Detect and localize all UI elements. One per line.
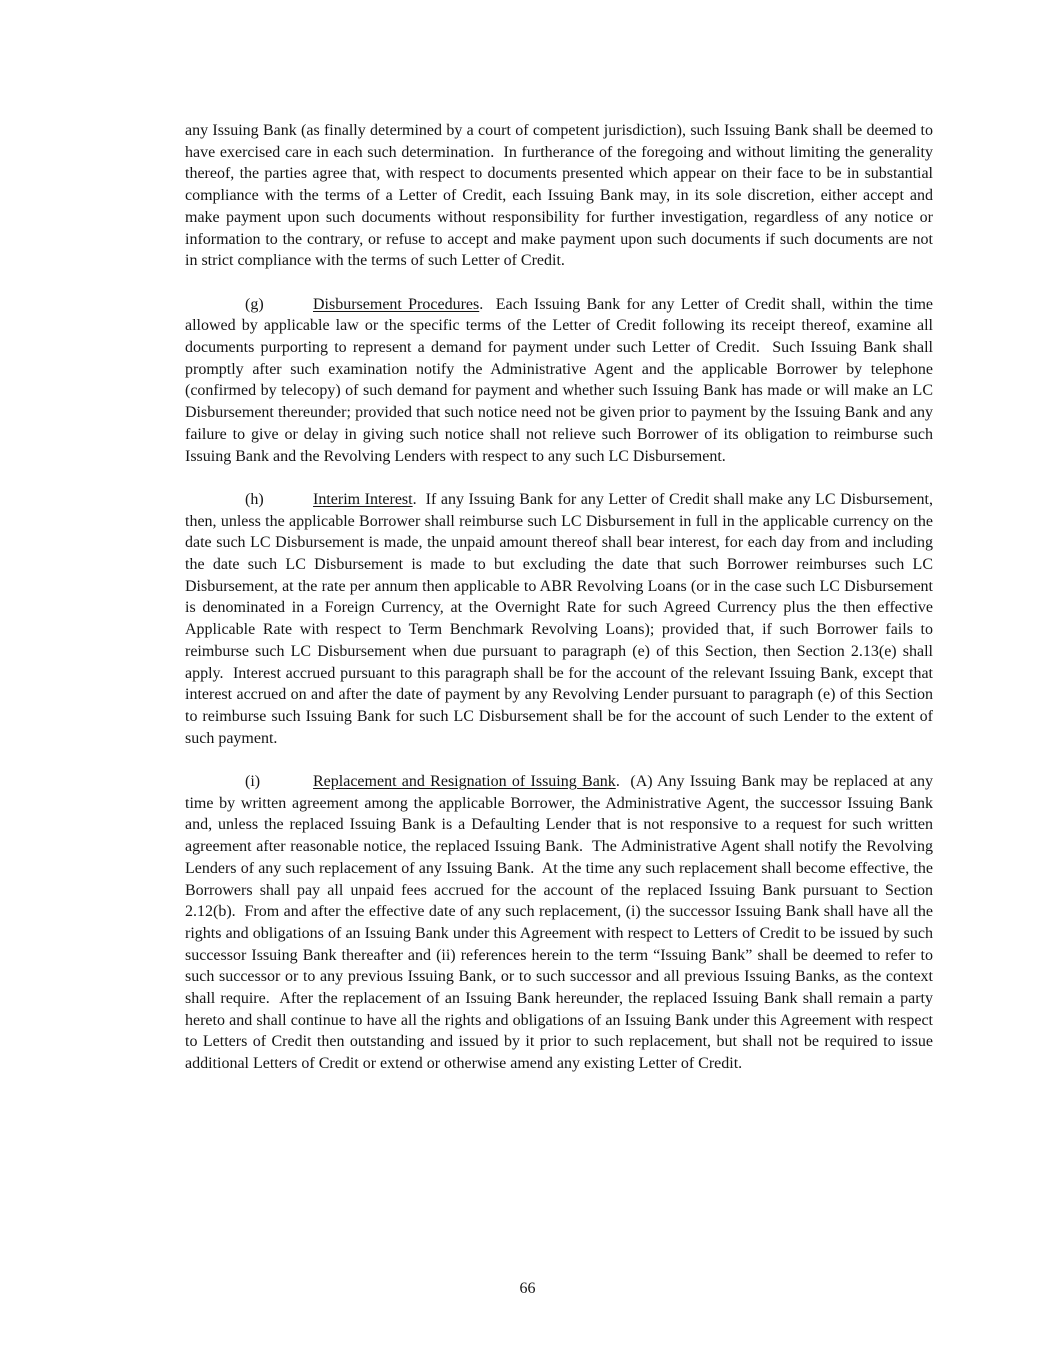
page-number: 66 xyxy=(519,1280,536,1297)
paragraph-g-label: (g) xyxy=(245,295,264,313)
paragraph-g xyxy=(185,294,938,468)
paragraph-g-heading: Disbursement Procedures xyxy=(313,295,480,313)
paragraph-i-text: . (A) Any Issuing Bank may be replaced at any time by written agreement among the applicable Borrower, the Administrative Agent, the successor Issuing Bank and, unless the replaced Issuing Bank is a Defaulting Lender that is not responsive to a request for such written agreement after reasonable notice, the replaced Issuing Bank. The Administrative Agent shall notify the Revolving Lenders of any such replacement of any Issuing Bank. At the time any such replacement shall become effective, the Borrowers shall pay all unpaid fees accrued for the account of the replaced Issuing Bank pursuant to Section 2.12(b). From and after the effective date of any such replacement, (i) the successor Issuing Bank shall have all the rights and obligations of an Issuing Bank under this Agreement with respect to Letters of Credit to be issued by such successor Issuing Bank thereafter and (ii) references herein to the term “Issuing Bank” shall be deemed to refer to such successor or to any previous Issuing Bank, or to such successor and all previous Issuing Banks, as the context shall require. After the replacement of an Issuing Bank hereunder, the replaced Issuing Bank shall remain a party hereto and shall continue to have all the rights and obligations of an Issuing Bank under this Agreement with respect to Letters of Credit then outstanding and issued by it prior to such replacement, but shall not be required to issue additional Letters of Credit or extend or otherwise amend any existing Letter of Credit. xyxy=(185,773,938,1073)
paragraph-h-label: (h) xyxy=(245,490,264,508)
paragraph-i-label: (i) xyxy=(245,773,261,791)
paragraph-continuation xyxy=(185,120,937,272)
paragraph-g-text: . Each Issuing Bank for any Letter of Credit shall, within the time allowed by applicable law or the specific terms of the Letter of Credit following its receipt thereof, examine all documents purporting to represent a demand for payment under such Letter of Credit. Such Issuing Bank shall promptly after such examination notify the Administrative Agent and the applicable Borrower by telephone (confirmed by telecopy) of such demand for payment and whether such Issuing Bank has made or will make an LC Disbursement thereunder; provided that such notice need not be given prior to payment by the Issuing Bank and any failure to give or delay in giving such notice shall not relieve such Borrower of its obligation to reimburse such Issuing Bank and the Revolving Lenders with respect to any such LC Disbursement. xyxy=(185,295,938,465)
document-body xyxy=(185,120,938,1075)
paragraph-h-heading: Interim Interest xyxy=(313,490,413,508)
paragraph-i xyxy=(185,771,938,1075)
paragraph-h xyxy=(185,489,937,749)
paragraph-continuation-text: any Issuing Bank (as finally determined by a court of competent jurisdiction), such Issuing Bank shall be deemed to have exercised care in each such determination. In furtherance of the foregoing and without limiting the generality thereof, the parties agree that, with respect to documents presented which appear on their face to be in substantial compliance with the terms of a Letter of Credit, each Issuing Bank may, in its sole discretion, either accept and make payment upon such documents without responsibility for further investigation, regardless of any notice or information to the contrary, or refuse to accept and make payment upon such documents if such documents are not in strict compliance with the terms of such Letter of Credit. xyxy=(185,122,937,270)
paragraph-i-heading: Replacement and Resignation of Issuing Bank xyxy=(313,773,616,791)
paragraph-h-text: . If any Issuing Bank for any Letter of Credit shall make any LC Disbursement, then, unless the applicable Borrower shall reimburse such LC Disbursement in full in the applicable currency on the date such LC Disbursement is made, the unpaid amount thereof shall bear interest, for each day from and including the date such LC Disbursement is made to but excluding the date that such Borrower reimburses such LC Disbursement, at the rate per annum then applicable to ABR Revolving Loans (or in the case such LC Disbursement is denominated in a Foreign Currency, at the Overnight Rate for such Agreed Currency plus the then effective Applicable Rate with respect to Term Benchmark Revolving Loans); provided that, if such Borrower fails to reimburse such LC Disbursement when due pursuant to paragraph (e) of this Section, then Section 2.13(e) shall apply. Interest accrued pursuant to this paragraph shall be for the account of the relevant Issuing Bank, except that interest accrued on and after the date of payment by any Revolving Lender pursuant to paragraph (e) of this Section to reimburse such Issuing Bank for such LC Disbursement shall be for the account of such Lender to the extent of such payment. xyxy=(185,490,937,747)
